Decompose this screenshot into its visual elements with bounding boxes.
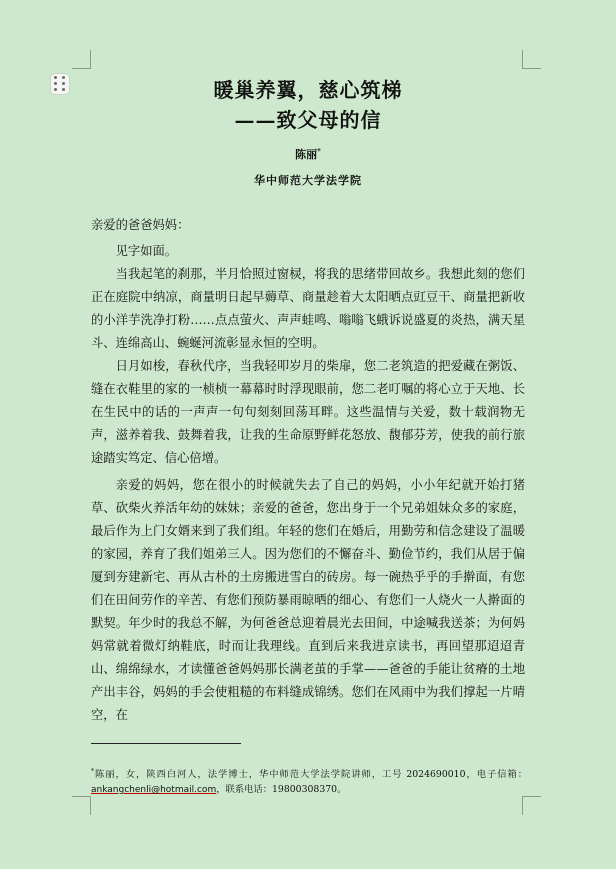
letter-greeting: 亲爱的爸爸妈妈： [91, 218, 190, 232]
author-affiliation: 华中师范大学法学院 [254, 174, 362, 187]
letter-opening: 见字如面。 [115, 244, 178, 258]
footnote-contact: ，联系电话：19800308370。 [216, 784, 347, 796]
author-line [0, 146, 616, 162]
author-name: 陈丽 [295, 148, 318, 161]
footnote-mark: * [91, 768, 94, 775]
author-footnote-mark: * [317, 146, 321, 156]
letter-paragraph: 当我起笔的刹那，半月恰照过窗棂，将我的思绪带回故乡。我想此刻的您们正在庭院中纳凉，商量明日起早薅草、商量趁着大太阳晒点豇豆干、商量把新收的小洋芋洗净打粉……点点萤火、声声蛙鸣、嗡嗡飞蛾诉说盛夏的炎热，满天星斗、连绵高山、蜿蜒河流彰显永恒的空明。 [91, 267, 525, 350]
footnote-email-link[interactable]: ankangchenli@hotmail.com [91, 785, 217, 796]
crop-mark-top-left [72, 50, 91, 69]
footnote-separator [91, 743, 241, 744]
letter-paragraph: 日月如梭，春秋代序，当我轻叩岁月的柴扉，您二老筑造的把爱藏在粥饭、缝在衣鞋里的家的一桢桢一幕幕时时浮现眼前，您二老叮嘱的将心立于天地、长在生民中的话的一声声一句句刻刻回荡耳畔。这些温情与关爱，数十载润物无声，滋养着我、鼓舞着我，让我的生命原野鲜花怒放、馥郁芬芳，使我的前行旅途踏实笃定、信心倍增。 [91, 359, 525, 465]
crop-mark-bottom-right [522, 796, 541, 815]
footnote [91, 764, 527, 798]
footnote-text: 陈丽，女，陕西白河人，法学博士，华中师范大学法学院讲师，工号 2024690010，电子信箱： [94, 769, 527, 781]
document-title: 暖巢养翼，慈心筑梯 [213, 78, 403, 102]
letter-paragraph: 亲爱的妈妈，您在很小的时候就失去了自己的妈妈，小小年纪就开始打猪草、砍柴火养活年幼的妹妹；亲爱的爸爸，您出身于一个兄弟姐妹众多的家庭，最后作为上门女婿来到了我们组。年轻的您们在婚后，用勤劳和信念建设了温暖的家园，养育了我们姐弟三人。因为您们的不懈奋斗、勤俭节约，我们从居于偏厦到夯建新宅、再从古朴的土房搬进雪白的砖房。每一碗热乎乎的手擀面，有您们在田间劳作的辛苦、有您们预防暴雨晾晒的细心、有您们一人烧火一人擀面的默契。年少时的我总不解，为何爸爸总迎着晨光去田间，中途喊我送茶；为何妈妈常就着微灯纳鞋底，时而让我理线。直到后来我进京读书，再回望那迢迢青山、绵绵绿水，才读懂爸爸妈妈那长满老茧的手掌——爸爸的手能让贫瘠的土地产出丰谷，妈妈的手会使粗糙的布料缝成锦绣。您们在风雨中为我们撑起一片晴空，在 [91, 478, 525, 722]
document-subtitle: ——致父母的信 [234, 108, 382, 132]
crop-mark-top-right [522, 50, 541, 69]
crop-mark-bottom-left [72, 796, 91, 815]
letter-body [91, 214, 525, 727]
